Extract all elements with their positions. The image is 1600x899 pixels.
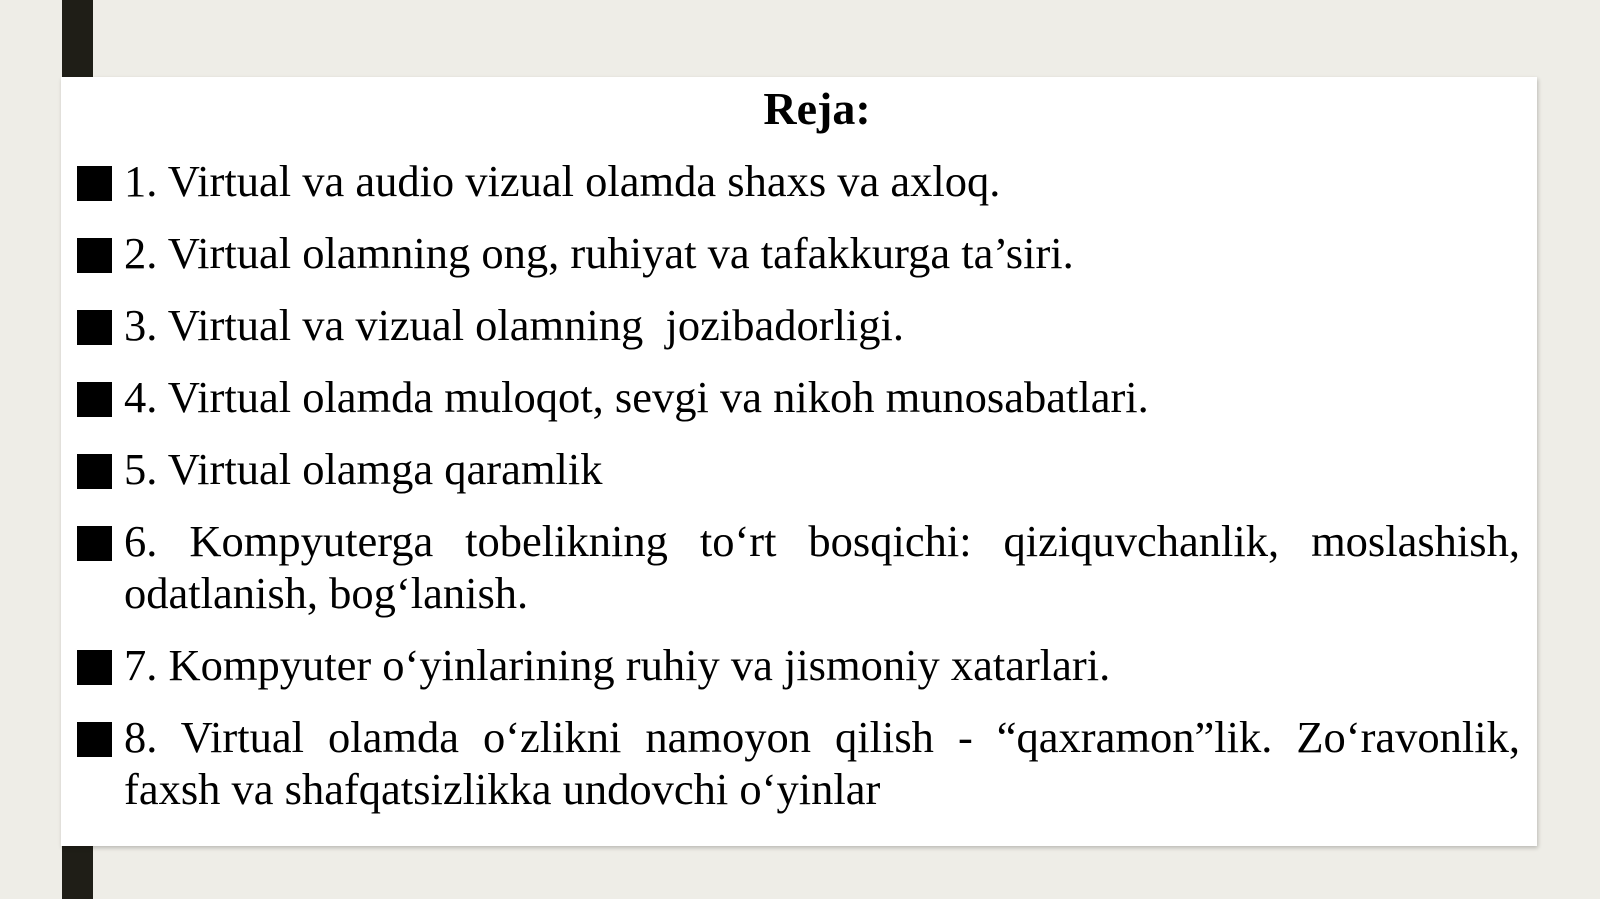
list-item	[61, 515, 1537, 619]
list-item-text: 7. Kompyuter o‘yinlarining ruhiy va jismoniy xatarlari.	[124, 640, 1111, 690]
list-item	[61, 299, 1537, 351]
list-item-text: 6. Kompyuterga tobelikning to‘rt bosqichi: qiziquvchanlik, moslashish, odatlanish, bog‘lanish.	[124, 516, 1520, 618]
square-bullet-icon	[77, 650, 112, 685]
list-item-text: 4. Virtual olamda muloqot, sevgi va nikoh munosabatlari.	[124, 372, 1149, 422]
slide-content-card	[61, 77, 1537, 846]
list-item-text: 2. Virtual olamning ong, ruhiyat va tafakkurga ta’siri.	[124, 228, 1074, 278]
list-item-text: 1. Virtual va audio vizual olamda shaxs va axloq.	[124, 156, 1001, 206]
list-item-text: 3. Virtual va vizual olamning jozibadorligi.	[124, 300, 905, 350]
list-item	[61, 227, 1537, 279]
list-item	[61, 155, 1537, 207]
slide-title: Reja:	[763, 83, 871, 134]
list-item	[61, 711, 1537, 815]
square-bullet-icon	[77, 454, 112, 489]
plan-list	[61, 155, 1537, 835]
list-item	[61, 443, 1537, 495]
square-bullet-icon	[77, 382, 112, 417]
square-bullet-icon	[77, 526, 112, 561]
square-bullet-icon	[77, 166, 112, 201]
accent-bar-bottom	[62, 846, 93, 899]
list-item	[61, 639, 1537, 691]
square-bullet-icon	[77, 722, 112, 757]
square-bullet-icon	[77, 238, 112, 273]
list-item-text: 5. Virtual olamga qaramlik	[124, 444, 603, 494]
accent-bar-top	[62, 0, 93, 77]
list-item	[61, 371, 1537, 423]
square-bullet-icon	[77, 310, 112, 345]
list-item-text: 8. Virtual olamda o‘zlikni namoyon qilish - “qaxramon”lik. Zo‘ravonlik, faxsh va shafqatsizlikka undovchi o‘yinlar	[124, 712, 1520, 814]
